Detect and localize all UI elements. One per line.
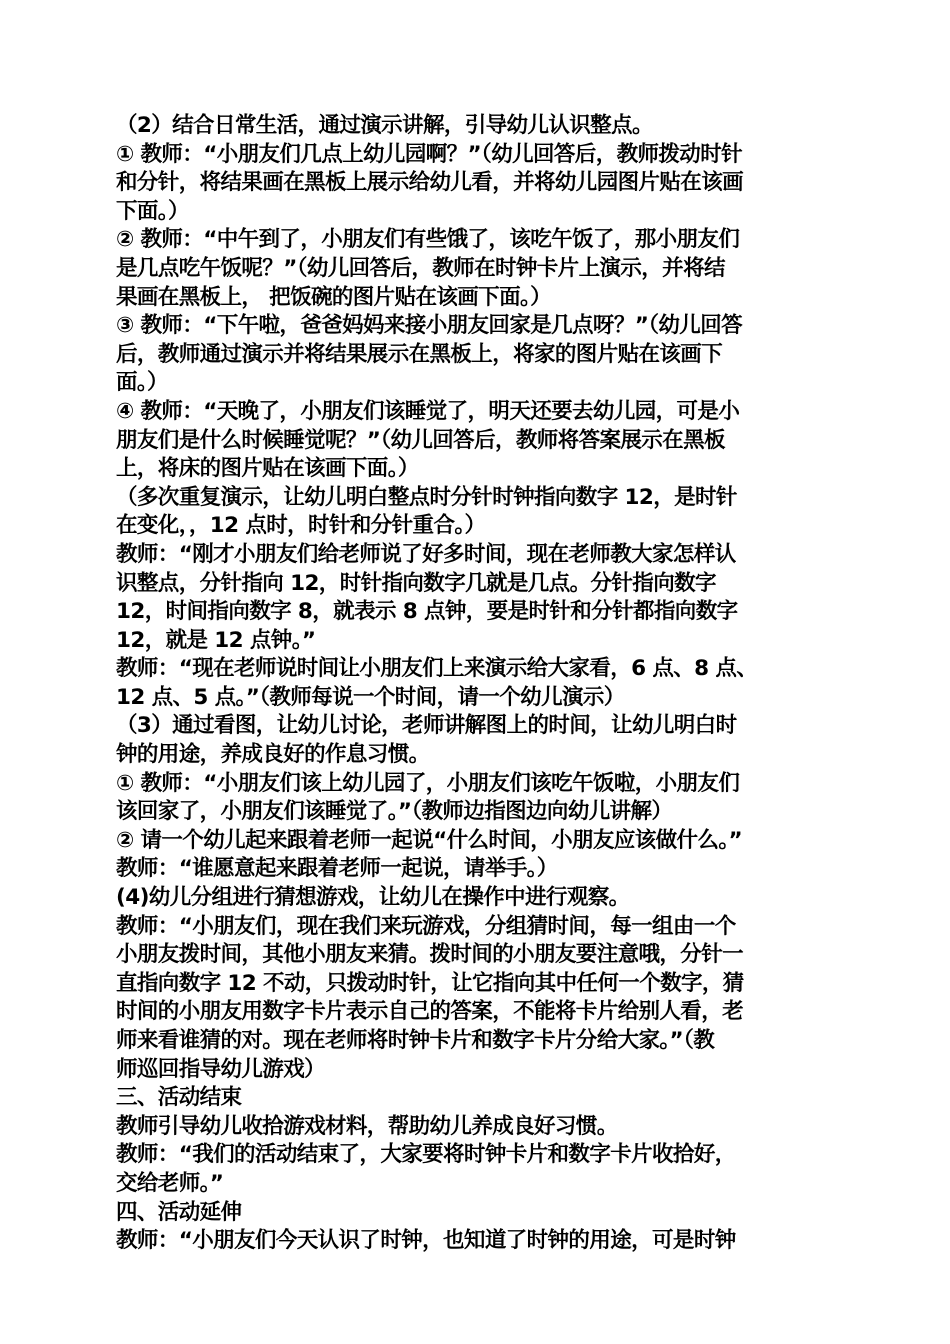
text-line: （2）结合日常生活，通过演示讲解，引导幼儿认识整点。 [116, 113, 653, 138]
text-line: 和分针，将结果画在黑板上展示给幼儿看，并将幼儿园图片贴在该画 [116, 170, 744, 196]
text-line: 师巡回指导幼儿游戏） [116, 1056, 326, 1082]
text-line: 12，时间指向数字 8，就表示 8 点钟，要是时针和分针都指向数字 [116, 599, 738, 625]
text-line: 教师：“我们的活动结束了，大家要将时钟卡片和数字卡片收拾好， [116, 1142, 736, 1168]
text-line: ① 教师：“小朋友们几点上幼儿园啊？”（幼儿回答后，教师拨动时针 [116, 141, 743, 167]
text-line: 直指向数字 12 不动，只拨动时针，让它指向其中任何一个数字，猜 [116, 970, 744, 996]
document-body [116, 112, 840, 1256]
text-line: （3）通过看图，让幼儿讨论，老师讲解图上的时间，让幼儿明白时 [116, 713, 737, 739]
text-line: ② 请一个幼儿起来跟着老师一起说“什么时间，小朋友应该做什么。” [116, 827, 743, 853]
text-line: 交给老师。” [116, 1170, 224, 1196]
text-line: 面。） [116, 370, 168, 396]
text-line: ② 教师：“中午到了，小朋友们有些饿了，该吃午饭了，那小朋友们 [116, 227, 740, 253]
text-line: ① 教师：“小朋友们该上幼儿园了，小朋友们该吃午饭啦，小朋友们 [116, 770, 740, 796]
text-line: (4)幼儿分组进行猜想游戏，让幼儿在操作中进行观察。 [116, 885, 630, 911]
text-line: 该回家了，小朋友们该睡觉了。”（教师边指图边向幼儿讲解） [116, 799, 673, 825]
text-line: 下面。） [116, 198, 189, 224]
text-line: 钟的用途，养成良好的作息习惯。 [116, 742, 430, 768]
text-line: 在变化，，12 点时，时针和分针重合。） [116, 513, 486, 539]
text-line: 教师：“刚才小朋友们给老师说了好多时间，现在老师教大家怎样认 [116, 541, 736, 567]
text-line: 教师：“现在老师说时间让小朋友们上来演示给大家看，6 点、8 点、 [116, 656, 758, 682]
text-line: 教师：“谁愿意起来跟着老师一起说，请举手。） [116, 856, 558, 882]
text-line: 教师：“小朋友们今天认识了时钟，也知道了时钟的用途，可是时钟 [116, 1228, 736, 1254]
text-line: 识整点，分针指向 12，时针指向数字几就是几点。分针指向数字 [116, 570, 716, 596]
text-line: （多次重复演示，让幼儿明白整点时分针时钟指向数字 12，是时针 [116, 484, 737, 510]
text-line: ④ 教师：“天晚了，小朋友们该睡觉了，明天还要去幼儿园，可是小 [116, 398, 740, 424]
section-heading: 四、活动延伸 [116, 1199, 242, 1225]
text-line: 教师：“小朋友们，现在我们来玩游戏，分组猜时间，每一组由一个 [116, 913, 736, 939]
text-line: 果画在黑板上， 把饭碗的图片贴在该画下面。） [116, 284, 552, 310]
section-heading: 三、活动结束 [116, 1085, 242, 1111]
text-line: ③ 教师：“下午啦，爸爸妈妈来接小朋友回家是几点呀？”（幼儿回答 [116, 313, 743, 339]
text-line: 12，就是 12 点钟。” [116, 627, 316, 653]
text-line: 教师引导幼儿收拾游戏材料，帮助幼儿养成良好习惯。 [116, 1113, 618, 1139]
text-line: 上，将床的图片贴在该画下面。） [116, 456, 419, 482]
text-line: 小朋友拨时间，其他小朋友来猜。拨时间的小朋友要注意哦，分针一 [116, 942, 744, 968]
text-line: 后，教师通过演示并将结果展示在黑板上，将家的图片贴在该画下 [116, 341, 723, 367]
text-line: 朋友们是什么时候睡觉呢？”（幼儿回答后，教师将答案展示在黑板 [116, 427, 725, 453]
text-line: 是几点吃午饭呢？”（幼儿回答后，教师在时钟卡片上演示，并将结 [116, 255, 725, 281]
text-line: 时间的小朋友用数字卡片表示自己的答案，不能将卡片给别人看，老 [116, 999, 744, 1025]
text-line: 12 点、5 点。”（教师每说一个时间，请一个幼儿演示） [116, 684, 625, 710]
text-line: 师来看谁猜的对。现在老师将时钟卡片和数字卡片分给大家。”（教 [116, 1028, 715, 1053]
